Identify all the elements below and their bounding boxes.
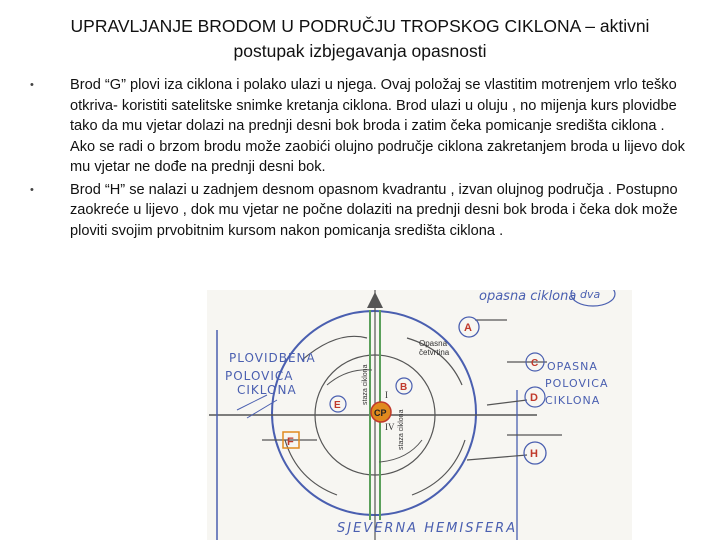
ship-course-arrow <box>487 400 527 405</box>
bullet-dot-icon: • <box>30 183 34 196</box>
label-left-2: POLOVICA <box>225 369 294 383</box>
label-center: CP <box>374 408 387 418</box>
label-track-2: staza ciklona <box>398 409 405 450</box>
ship-A <box>459 317 479 337</box>
wind-arrow <box>412 440 465 495</box>
label-top-right-b: dva <box>580 290 601 301</box>
slide-title: UPRAVLJANJE BRODOM U PODRUČJU TROPSKOG CIKLONA – aktivni postupak izbjegavanja opasnosti <box>70 16 650 61</box>
ship-label: B <box>400 382 408 393</box>
bullet-dot-icon: • <box>30 79 34 91</box>
bullet-item <box>30 75 690 178</box>
ship-label: A <box>464 322 472 334</box>
label-quadrant-IV: IV <box>385 422 395 432</box>
ship-course-arrow <box>467 455 527 460</box>
label-dangerous-quadrant-2: četvrtina <box>419 348 450 357</box>
label-right-3: CIKLONA <box>545 394 601 407</box>
ship-H <box>524 442 546 464</box>
hatch-mark <box>237 395 267 410</box>
ship-D <box>525 387 545 407</box>
label-quadrant-I: I <box>385 390 388 400</box>
bullet-item <box>30 180 690 242</box>
label-right-2: POLOVICA <box>545 377 609 390</box>
ship-label: C <box>531 358 539 369</box>
bullet-text: Brod “H” se nalazi u zadnjem desnom opasnom kvadrantu , izvan olujnog područja . Postupno zaokreće u lijevo , dok mu vjetar ne počne dolaziti na prednji desni bok broda i čeka dok može ploviti svojim prvobitnim kursom nakon pomicanja središta ciklona . <box>70 181 678 239</box>
label-track: staza ciklona <box>362 364 369 405</box>
label-right-1: OPASNA <box>547 360 598 373</box>
ship-E <box>330 396 346 412</box>
ship-label: F <box>287 436 294 448</box>
track-arrow-icon <box>367 292 383 308</box>
label-left-1: PLOVIDBENA <box>229 351 316 365</box>
bullet-list <box>30 75 690 243</box>
ship-label: D <box>530 392 538 404</box>
ship-label: E <box>334 400 341 411</box>
cyclone-diagram-photo <box>207 290 632 540</box>
label-bottom: SJEVERNA HEMISFERA <box>337 521 518 536</box>
label-left-3: CIKLONA <box>237 383 297 397</box>
cyclone-diagram <box>207 290 632 540</box>
label-top-right: opasna ciklona <box>479 290 577 304</box>
bullet-text: Brod “G” plovi iza ciklona i polako ulazi u njega. Ovaj položaj se vlastitim motrenjem vrlo teško otkriva- koristiti satelitske snimke kretanja ciklona. Brod ulazi u oluju , no mijenja kurs plovidbe tako da mu vjetar dolazi na prednji desni bok broda i zatim čeka pomicanje središta ciklona . Ako se radi o brzom brodu može zaobići olujno područje ciklona zakretanjem broda u lijevo dok mu vjetar ne dođe na prednji desni bok. <box>70 77 685 175</box>
label-dangerous-quadrant-1: Opasna <box>419 339 448 348</box>
ship-B <box>396 378 412 394</box>
ship-label: H <box>530 448 538 460</box>
